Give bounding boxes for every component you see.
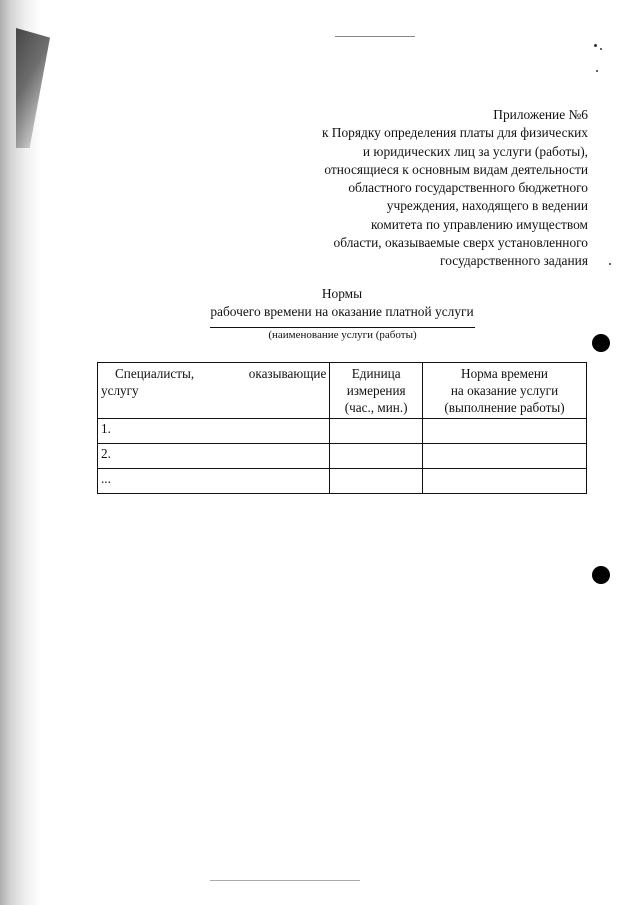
row-number-cell: 1.: [98, 419, 330, 444]
header-specialists-word2: оказывающие: [248, 366, 327, 381]
header-specialists-line2: услугу: [101, 383, 139, 398]
service-name-blank-line: [210, 327, 475, 328]
appendix-line: государственного задания: [440, 253, 588, 269]
appendix-line: относящиеся к основным видам деятельности: [324, 161, 588, 177]
unit-cell: [330, 469, 423, 494]
header-specialists-word1: Специалисты,: [115, 366, 195, 381]
header-time-line: на оказание услуги: [450, 383, 559, 398]
time-norm-cell: [423, 419, 587, 444]
title-line-2: рабочего времени на оказание платной услуги: [210, 304, 474, 319]
appendix-line: области, оказываемые сверх установленного: [333, 235, 588, 251]
scan-smudge-bottom: [210, 880, 360, 881]
unit-cell: [330, 419, 423, 444]
appendix-line: учреждения, находящего в ведении: [386, 198, 588, 214]
unit-cell: [330, 444, 423, 469]
scan-speck: [594, 44, 597, 47]
row-number-cell: ...: [98, 469, 330, 494]
header-time-line: Норма времени: [461, 366, 548, 381]
time-norm-cell: [423, 469, 587, 494]
scan-speck: [596, 70, 598, 72]
header-unit-line: (час., мин.): [344, 400, 408, 415]
header-unit-line: Единица: [351, 366, 401, 381]
appendix-header: [228, 106, 588, 271]
punch-hole-lower: [592, 566, 610, 584]
title-line-1: Нормы: [321, 286, 363, 301]
appendix-line: к Порядку определения платы для физических: [321, 125, 588, 141]
scan-speck: [609, 263, 611, 265]
table-row: [98, 469, 587, 494]
table-row: [98, 444, 587, 469]
header-specialists: [98, 363, 330, 419]
time-norm-cell: [423, 444, 587, 469]
header-time-norm: [423, 363, 587, 419]
row-number-cell: 2.: [98, 444, 330, 469]
appendix-line: комитета по управлению имуществом: [370, 216, 588, 232]
header-unit: [330, 363, 423, 419]
scan-speck: [600, 48, 602, 50]
header-unit-line: измерения: [346, 383, 406, 398]
appendix-line: и юридических лиц за услуги (работы),: [362, 143, 588, 159]
norms-table: [97, 362, 587, 494]
appendix-line: Приложение №6: [493, 107, 588, 122]
table-header-row: [98, 363, 587, 419]
document-title: [100, 285, 584, 321]
punch-hole-upper: [592, 334, 610, 352]
service-name-caption: (наименование услуги (работы): [268, 329, 417, 341]
scan-smudge-top: [335, 36, 415, 37]
header-time-line: (выполнение работы): [444, 400, 565, 415]
appendix-line: областного государственного бюджетного: [348, 180, 588, 196]
table-row: [98, 419, 587, 444]
